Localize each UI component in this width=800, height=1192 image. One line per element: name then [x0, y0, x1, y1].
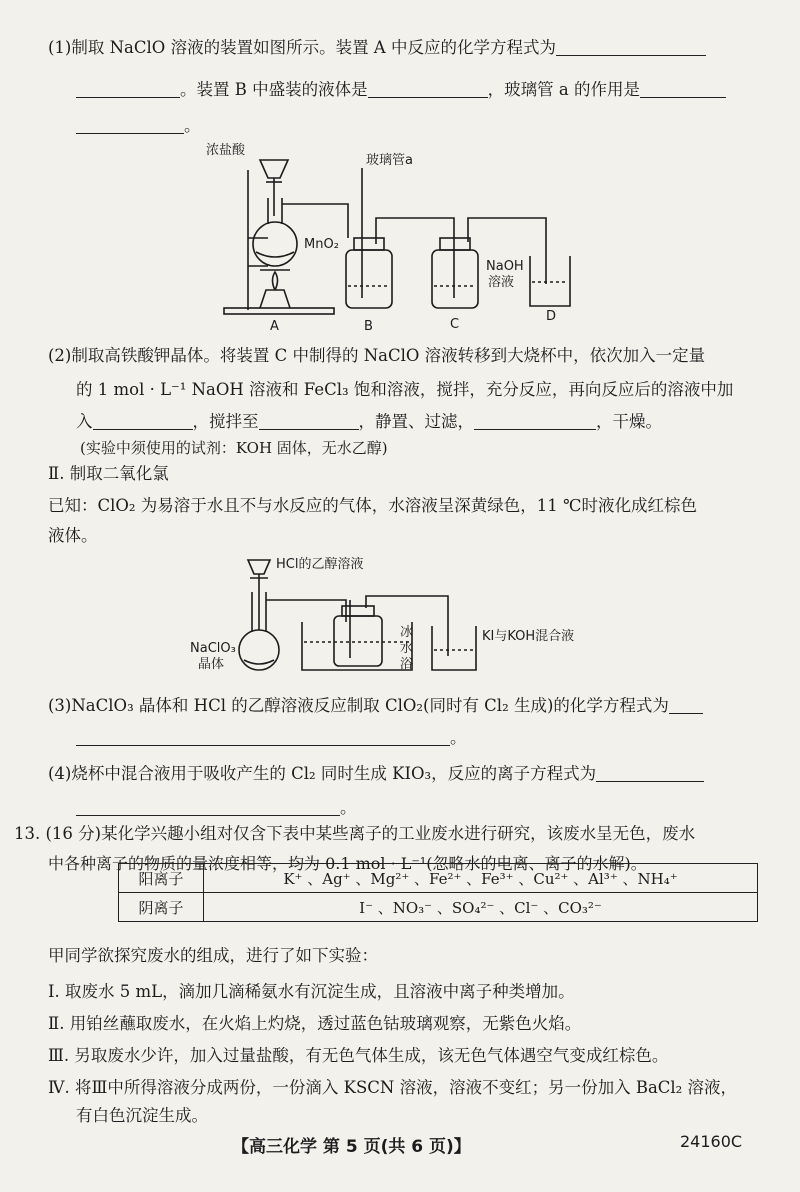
answer-blank[interactable]: [76, 797, 340, 816]
fig1-label-naoh: NaOH: [486, 259, 524, 274]
fig1-label-mno2: MnO₂: [304, 237, 339, 252]
collection-bottle: [334, 616, 382, 666]
naclo3-crystal: [244, 660, 274, 664]
footer-page-info: 【高三化学 第 5 页(共 6 页)】: [232, 1137, 471, 1157]
q12-p4-line2: 。: [76, 796, 357, 820]
q12-p1-line3: 。: [76, 114, 201, 138]
answer-blank[interactable]: [596, 763, 704, 782]
answer-blank[interactable]: [76, 115, 184, 134]
section-2-known-2: 液体。: [48, 526, 98, 545]
fig2-label-water: 水: [400, 641, 414, 656]
answer-blank[interactable]: [368, 79, 488, 98]
q13-line2: 中各种离子的物质的量浓度相等，均为 0.1 mol · L⁻¹(忽略水的电离、离子的水解)。: [48, 854, 647, 873]
gas-tube-a-b: [282, 204, 348, 238]
ion-table: [118, 863, 758, 922]
answer-blank[interactable]: [669, 695, 703, 714]
q13-step-2: Ⅱ. 用铂丝蘸取废水，在火焰上灼烧，透过蓝色钴玻璃观察，无紫色火焰。: [48, 1014, 582, 1033]
absorption-beaker: [432, 626, 476, 670]
answer-blank[interactable]: [76, 79, 180, 98]
section-2-known-1: 已知：ClO₂ 为易溶于水且不与水反应的气体，水溶液呈深黄绿色，11 ℃时液化成红棕色: [48, 496, 697, 515]
table-row: [119, 864, 758, 893]
q13-step-4b: 有白色沉淀生成。: [76, 1106, 208, 1125]
table-row: [119, 893, 758, 922]
bottle-b-stopper: [354, 238, 384, 250]
fig1-label-hcl: 浓盐酸: [206, 143, 246, 158]
alcohol-lamp: [260, 290, 290, 308]
bottle-b: [346, 250, 392, 308]
anion-label: 阴离子: [119, 893, 204, 922]
fig1-label-c: C: [450, 317, 460, 332]
answer-blank[interactable]: [76, 727, 450, 746]
q12-p3-line1: (3)NaClO₃ 晶体和 HCl 的乙醇溶液反应制取 ClO₂(同时有 Cl₂ 生成)的化学方程式为: [48, 694, 703, 718]
answer-blank[interactable]: [556, 37, 706, 56]
separatory-funnel: [248, 560, 270, 574]
q13-intro: 甲同学欲探究废水的组成，进行了如下实验：: [48, 946, 378, 965]
anion-list: I⁻ 、NO₃⁻ 、SO₄²⁻ 、Cl⁻ 、CO₃²⁻: [204, 893, 758, 922]
flask-solid: [256, 252, 294, 257]
q12-p1-line1: (1)制取 NaClO 溶液的装置如图所示。装置 A 中反应的化学方程式为: [48, 36, 706, 60]
fig2-label-crystal: 晶体: [198, 657, 225, 672]
gas-tube-b-c: [376, 218, 454, 238]
q13-step-3: Ⅲ. 另取废水少许，加入过量盐酸，有无色气体生成，该无色气体遇空气变成红棕色。: [48, 1046, 669, 1065]
q12-p2-line3: 入 ，搅拌至 ，静置、过滤， ，干燥。: [76, 412, 662, 431]
bottle-c-stopper: [440, 238, 470, 250]
q13-step-4a: Ⅳ. 将Ⅲ中所得溶液分成两份，一份滴入 KSCN 溶液，溶液不变红；另一份加入 BaCl₂ 溶液，: [48, 1078, 738, 1097]
answer-blank[interactable]: [640, 79, 726, 98]
stand-base: [224, 308, 334, 314]
round-bottom-flask: [253, 222, 297, 266]
section-2-title: Ⅱ. 制取二氧化氯: [48, 464, 169, 483]
fig1-label-d: D: [546, 309, 557, 324]
q12-p2-note: (实验中须使用的试剂：KOH 固体，无水乙醇): [80, 439, 388, 457]
fig1-label-tube: 玻璃管a: [366, 153, 413, 168]
answer-blank[interactable]: [93, 411, 193, 430]
answer-blank[interactable]: [259, 411, 359, 430]
q12-p2-line2: 的 1 mol · L⁻¹ NaOH 溶液和 FeCl₃ 饱和溶液，搅拌，充分反应，再向反应后的溶液中加: [76, 380, 734, 399]
q12-p4-line1: (4)烧杯中混合液用于吸收产生的 Cl₂ 同时生成 KIO₃，反应的离子方程式为: [48, 762, 704, 786]
q12-p3-line2: 。: [76, 726, 467, 750]
fig1-label-solution: 溶液: [488, 275, 515, 290]
q13-step-1: Ⅰ. 取废水 5 mL，滴加几滴稀氨水有沉淀生成，且溶液中离子种类增加。: [48, 982, 575, 1001]
naclo-apparatus-figure: [196, 138, 596, 338]
lamp-flame: [273, 272, 278, 290]
clo2-apparatus-figure: [186, 552, 606, 682]
fig1-label-b: B: [364, 319, 373, 334]
q13-line1: 13. (16 分)某化学兴趣小组对仅含下表中某些离子的工业废水进行研究，该废水呈无色，废水: [14, 824, 696, 843]
ice-water-bath: [302, 622, 412, 670]
fig2-label-bath: 浴: [400, 657, 414, 672]
cation-label: 阳离子: [119, 864, 204, 893]
footer-exam-code: 24160C: [680, 1132, 743, 1151]
fig2-label-naclo3: NaClO₃: [190, 641, 236, 656]
fig2-label-ki: KI与KOH混合液: [482, 629, 575, 644]
answer-blank[interactable]: [474, 411, 596, 430]
beaker-d: [530, 256, 570, 306]
fig2-label-hcl: HCl的乙醇溶液: [276, 557, 364, 572]
bottle-c: [432, 250, 478, 308]
q12-p2-line1: (2)制取高铁酸钾晶体。将装置 C 中制得的 NaClO 溶液转移到大烧杯中，依次加入一定量: [48, 346, 706, 365]
cation-list: K⁺ 、Ag⁺ 、Mg²⁺ 、Fe²⁺ 、Fe³⁺ 、Cu²⁺ 、Al³⁺ 、NH₄⁺: [204, 864, 758, 893]
fig1-label-a: A: [270, 319, 279, 334]
fig2-label-ice: 冰: [400, 625, 414, 640]
q12-p1-line2: 。装置 B 中盛装的液体是 ，玻璃管 a 的作用是: [76, 78, 726, 102]
separatory-funnel: [260, 160, 288, 178]
